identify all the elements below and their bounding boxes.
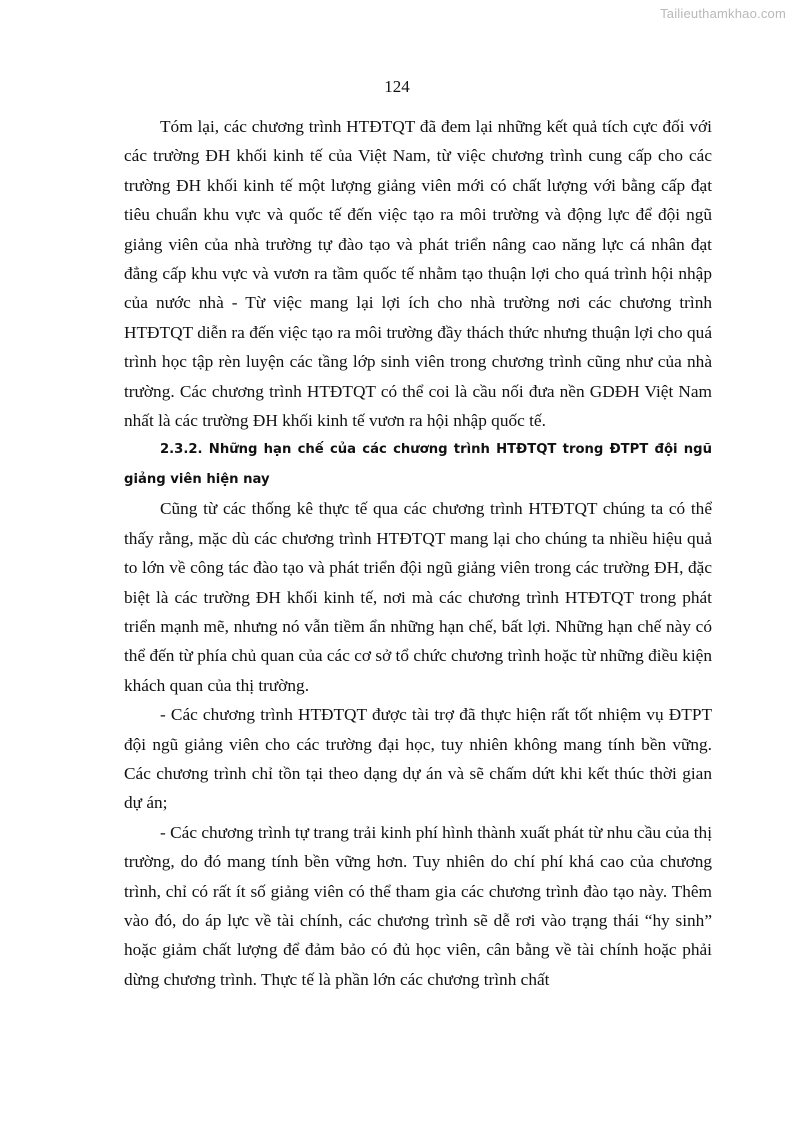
section-heading: 2.3.2. Những hạn chế của các chương trình HTĐTQT trong ĐTPT đội ngũ giảng viên hiện nay <box>124 442 712 487</box>
paragraph: Cũng từ các thống kê thực tế qua các chương trình HTĐTQT chúng ta có thể thấy rằng, mặc dù các chương trình HTĐTQT mang lại cho chúng ta nhiều hiệu quả to lớn về công tác đào tạo và phát triển đội ngũ giảng viên trong các trường ĐH, đặc biệt là các trường ĐH khối kinh tế, nơi mà các chương trình HTĐTQT trong phát triển mạnh mẽ, nhưng nó vẫn tiềm ẩn những hạn chế, bất lợi. Những hạn chế này có thể đến từ phía chủ quan của các cơ sở tổ chức chương trình hoặc từ những điều kiện khách quan của thị trường. <box>124 499 712 695</box>
paragraph: - Các chương trình HTĐTQT được tài trợ đã thực hiện rất tốt nhiệm vụ ĐTPT đội ngũ giảng viên cho các trường đại học, tuy nhiên không mang tính bền vững. Các chương trình chỉ tồn tại theo dạng dự án và sẽ chấm dứt khi kết thúc thời gian dự án; <box>124 705 712 813</box>
watermark: Tailieuthamkhao.com <box>660 6 786 21</box>
page-number: 124 <box>384 77 410 96</box>
document-body <box>124 112 712 994</box>
paragraph: - Các chương trình tự trang trải kinh phí hình thành xuất phát từ nhu cầu của thị trường, do đó mang tính bền vững hơn. Tuy nhiên do chí phí khá cao của chương trình, chỉ có rất ít số giảng viên có thể tham gia các chương trình đào tạo này. Thêm vào đó, do áp lực về tài chính, các chương trình sẽ dễ rơi vào trạng thái “hy sinh” hoặc giảm chất lượng để đảm bảo có đủ học viên, cân bằng về tài chính hoặc phải dừng chương trình. Thực tế là phần lớn các chương trình chất <box>124 822 712 989</box>
paragraph: Tóm lại, các chương trình HTĐTQT đã đem lại những kết quả tích cực đối với các trường ĐH khối kinh tế của Việt Nam, từ việc chương trình cung cấp cho các trường ĐH khối kinh tế một lượng giảng viên mới có chất lượng với bằng cấp đạt tiêu chuẩn khu vực và quốc tế đến việc tạo ra môi trường và động lực để đội ngũ giảng viên của nhà trường tự đào tạo và phát triển nâng cao năng lực cá nhân đạt đẳng cấp khu vực và vươn ra tầm quốc tế nhằm tạo thuận lợi cho quá trình hội nhập của nước nhà - Từ việc mang lại lợi ích cho nhà trường nơi các chương trình HTĐTQT diễn ra đến việc tạo ra môi trường đầy thách thức nhưng thuận lợi cho quá trình học tập rèn luyện các tầng lớp sinh viên trong chương trình cũng như của nhà trường. Các chương trình HTĐTQT có thể coi là cầu nối đưa nền GDĐH Việt Nam nhất là các trường ĐH khối kinh tế vươn ra hội nhập quốc tế. <box>124 117 712 431</box>
